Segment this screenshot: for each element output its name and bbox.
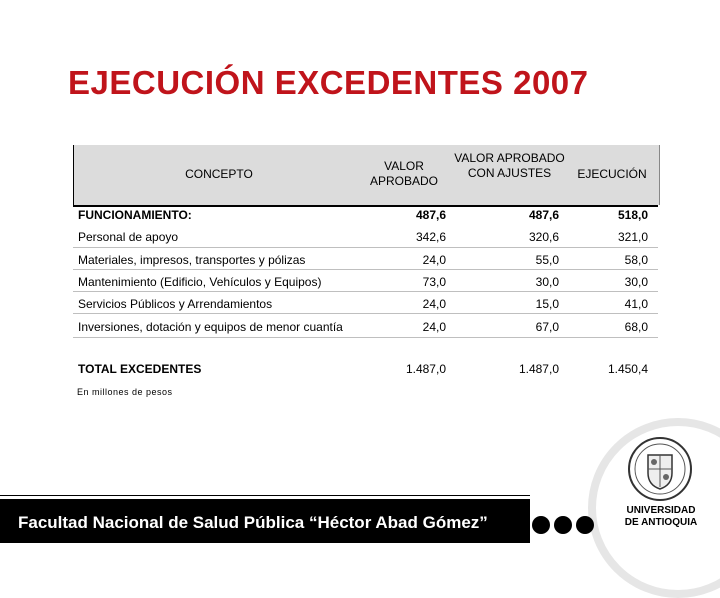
row-concepto: Materiales, impresos, transportes y pólizas	[78, 253, 306, 267]
row-ejecucion: 58,0	[624, 253, 648, 267]
page-title: EJECUCIÓN EXCEDENTES 2007	[68, 64, 589, 101]
units-note: En millones de pesos	[77, 387, 173, 397]
dot-icon	[554, 516, 572, 534]
total-ajustes: 1.487,0	[518, 362, 559, 376]
row-ejecucion: 321,0	[617, 230, 648, 244]
row-concepto: FUNCIONAMIENTO:	[78, 208, 192, 222]
row-concepto: Inversiones, dotación y equipos de menor cuantía	[78, 320, 343, 334]
table-row	[73, 313, 658, 338]
row-aprobado: 24,0	[422, 297, 446, 311]
university-line2: DE ANTIOQUIA	[624, 517, 698, 528]
total-concepto: TOTAL EXCEDENTES	[78, 362, 202, 376]
table-row	[73, 247, 658, 270]
row-aprobado: 24,0	[422, 320, 446, 334]
header-valor-aprobado: VALOR APROBADO	[369, 159, 438, 188]
header-valor-ajustes: VALOR APROBADO CON AJUSTES	[454, 151, 565, 180]
table-row	[73, 269, 658, 292]
row-ajustes: 487,6	[528, 208, 559, 222]
row-aprobado: 342,6	[415, 230, 446, 244]
university-seal-icon	[626, 435, 694, 503]
row-ejecucion: 518,0	[617, 208, 648, 222]
row-ejecucion: 68,0	[624, 320, 648, 334]
row-ajustes: 30,0	[535, 275, 559, 289]
table-row-total	[73, 337, 658, 378]
row-concepto: Servicios Públicos y Arrendamientos	[78, 297, 273, 311]
row-aprobado: 24,0	[422, 253, 446, 267]
header-divider	[73, 205, 658, 207]
header-concepto: CONCEPTO	[185, 167, 253, 181]
row-ajustes: 320,6	[528, 230, 559, 244]
university-name	[602, 505, 720, 529]
footer-text: Facultad Nacional de Salud Pública “Héctor Abad Gómez”	[18, 513, 488, 532]
table-row	[73, 291, 658, 314]
row-concepto: Mantenimiento (Edificio, Vehículos y Equipos)	[78, 275, 322, 289]
total-aprobado: 1.487,0	[405, 362, 446, 376]
row-aprobado: 73,0	[422, 275, 446, 289]
decorative-dots	[532, 512, 602, 540]
dot-icon	[576, 516, 594, 534]
row-ajustes: 15,0	[535, 297, 559, 311]
footer-bar	[0, 496, 530, 543]
dot-icon	[532, 516, 550, 534]
row-concepto: Personal de apoyo	[78, 230, 179, 244]
total-ejecucion: 1.450,4	[607, 362, 648, 376]
row-ejecucion: 41,0	[624, 297, 648, 311]
row-ajustes: 67,0	[535, 320, 559, 334]
table-header	[73, 145, 660, 205]
row-ejecucion: 30,0	[624, 275, 648, 289]
university-line1: UNIVERSIDAD	[626, 505, 696, 516]
header-ejecucion: EJECUCIÓN	[577, 167, 647, 181]
row-aprobado: 487,6	[415, 208, 446, 222]
row-ajustes: 55,0	[535, 253, 559, 267]
